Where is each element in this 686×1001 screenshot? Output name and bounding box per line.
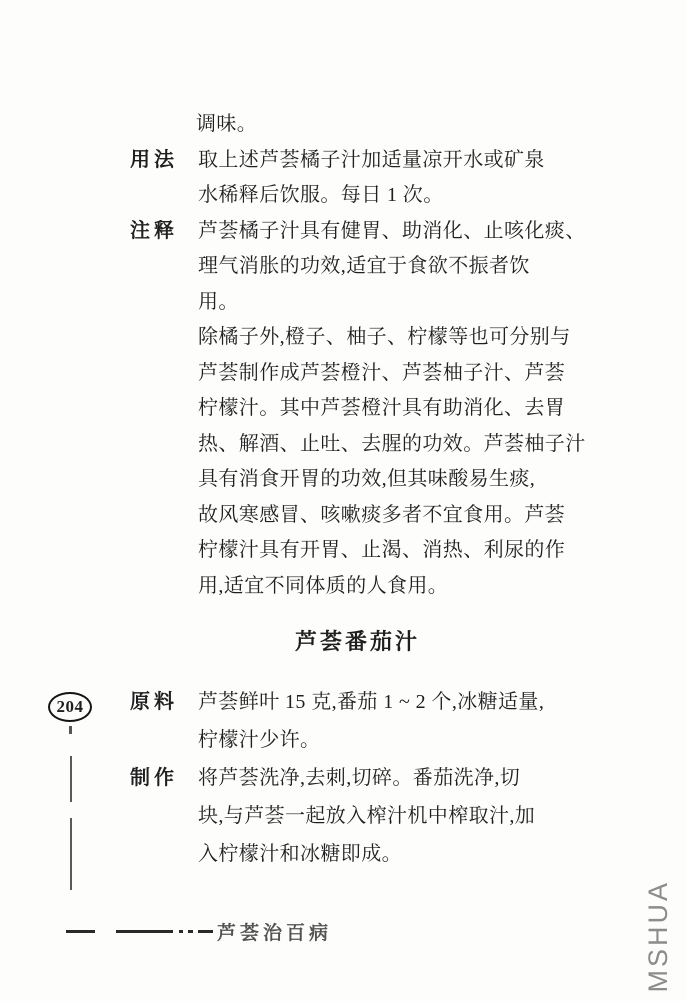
notes-block — [130, 214, 585, 605]
page-content — [130, 107, 585, 873]
page-footer — [0, 918, 686, 958]
recipe-section — [130, 625, 585, 873]
preparation-line: 入柠檬汁和冰糖即成。 — [198, 843, 402, 865]
recipe-title: 芦荟番茄汁 — [294, 629, 420, 654]
notes-line: 理气消胀的功效,适宜于食欲不振者饮 — [198, 255, 530, 277]
notes-line: 热、解酒、止吐、去腥的功效。芦荟柚子汁 — [198, 432, 586, 455]
preparation-label: 制作 — [130, 767, 178, 789]
notes-label: 注释 — [130, 219, 178, 242]
ingredients-line: 柠檬汁少许。 — [198, 729, 321, 751]
usage-line: 水稀释后饮服。每日 1 次。 — [198, 184, 444, 206]
notes-line: 故风寒感冒、咳嗽痰多者不宜食用。芦荟 — [198, 503, 566, 526]
watermark-text: MSHUA — [643, 880, 673, 993]
preparation-line: 块,与芦荟一起放入榨汁机中榨取汁,加 — [198, 805, 536, 827]
ingredients-line: 芦荟鲜叶 15 克,番茄 1 ~ 2 个,冰糖适量, — [198, 691, 545, 713]
notes-line: 具有消食开胃的功效,但其味酸易生痰, — [198, 468, 536, 490]
page-number-badge: 204 — [48, 692, 92, 722]
ingredients-block — [130, 683, 585, 759]
continuation-line: 调味。 — [196, 113, 258, 135]
notes-line: 芦荟制作成芦荟橙汁、芦荟柚子汁、芦荟 — [198, 361, 566, 384]
margin-rule — [70, 818, 72, 890]
margin-tick — [69, 726, 72, 734]
notes-line: 柠檬汁。其中芦荟橙汁具有助消化、去胃 — [198, 397, 566, 419]
notes-line: 柠檬汁具有开胃、止渴、消热、利尿的作 — [198, 539, 566, 561]
footer-dash — [198, 930, 213, 933]
notes-line: 用。 — [198, 290, 239, 313]
preparation-block — [130, 759, 585, 873]
footer-dash — [116, 930, 173, 933]
footer-dash — [188, 930, 193, 933]
footer-book-title: 芦荟治百病 — [217, 923, 333, 944]
preparation-line: 将芦荟洗净,去刺,切碎。番茄洗净,切 — [198, 767, 521, 789]
usage-label: 用法 — [130, 148, 178, 171]
usage-block — [130, 143, 585, 214]
continuation-block — [130, 107, 585, 143]
notes-line: 除橘子外,橙子、柚子、柠檬等也可分别与 — [198, 326, 571, 348]
usage-line: 取上述芦荟橘子汁加适量凉开水或矿泉 — [198, 148, 545, 171]
footer-dash — [66, 930, 95, 933]
margin-rule — [70, 756, 72, 802]
notes-line: 芦荟橘子汁具有健胃、助消化、止咳化痰、 — [198, 219, 586, 242]
notes-line: 用,适宜不同体质的人食用。 — [198, 574, 449, 597]
footer-dash — [179, 930, 183, 933]
ingredients-label: 原料 — [130, 691, 178, 713]
